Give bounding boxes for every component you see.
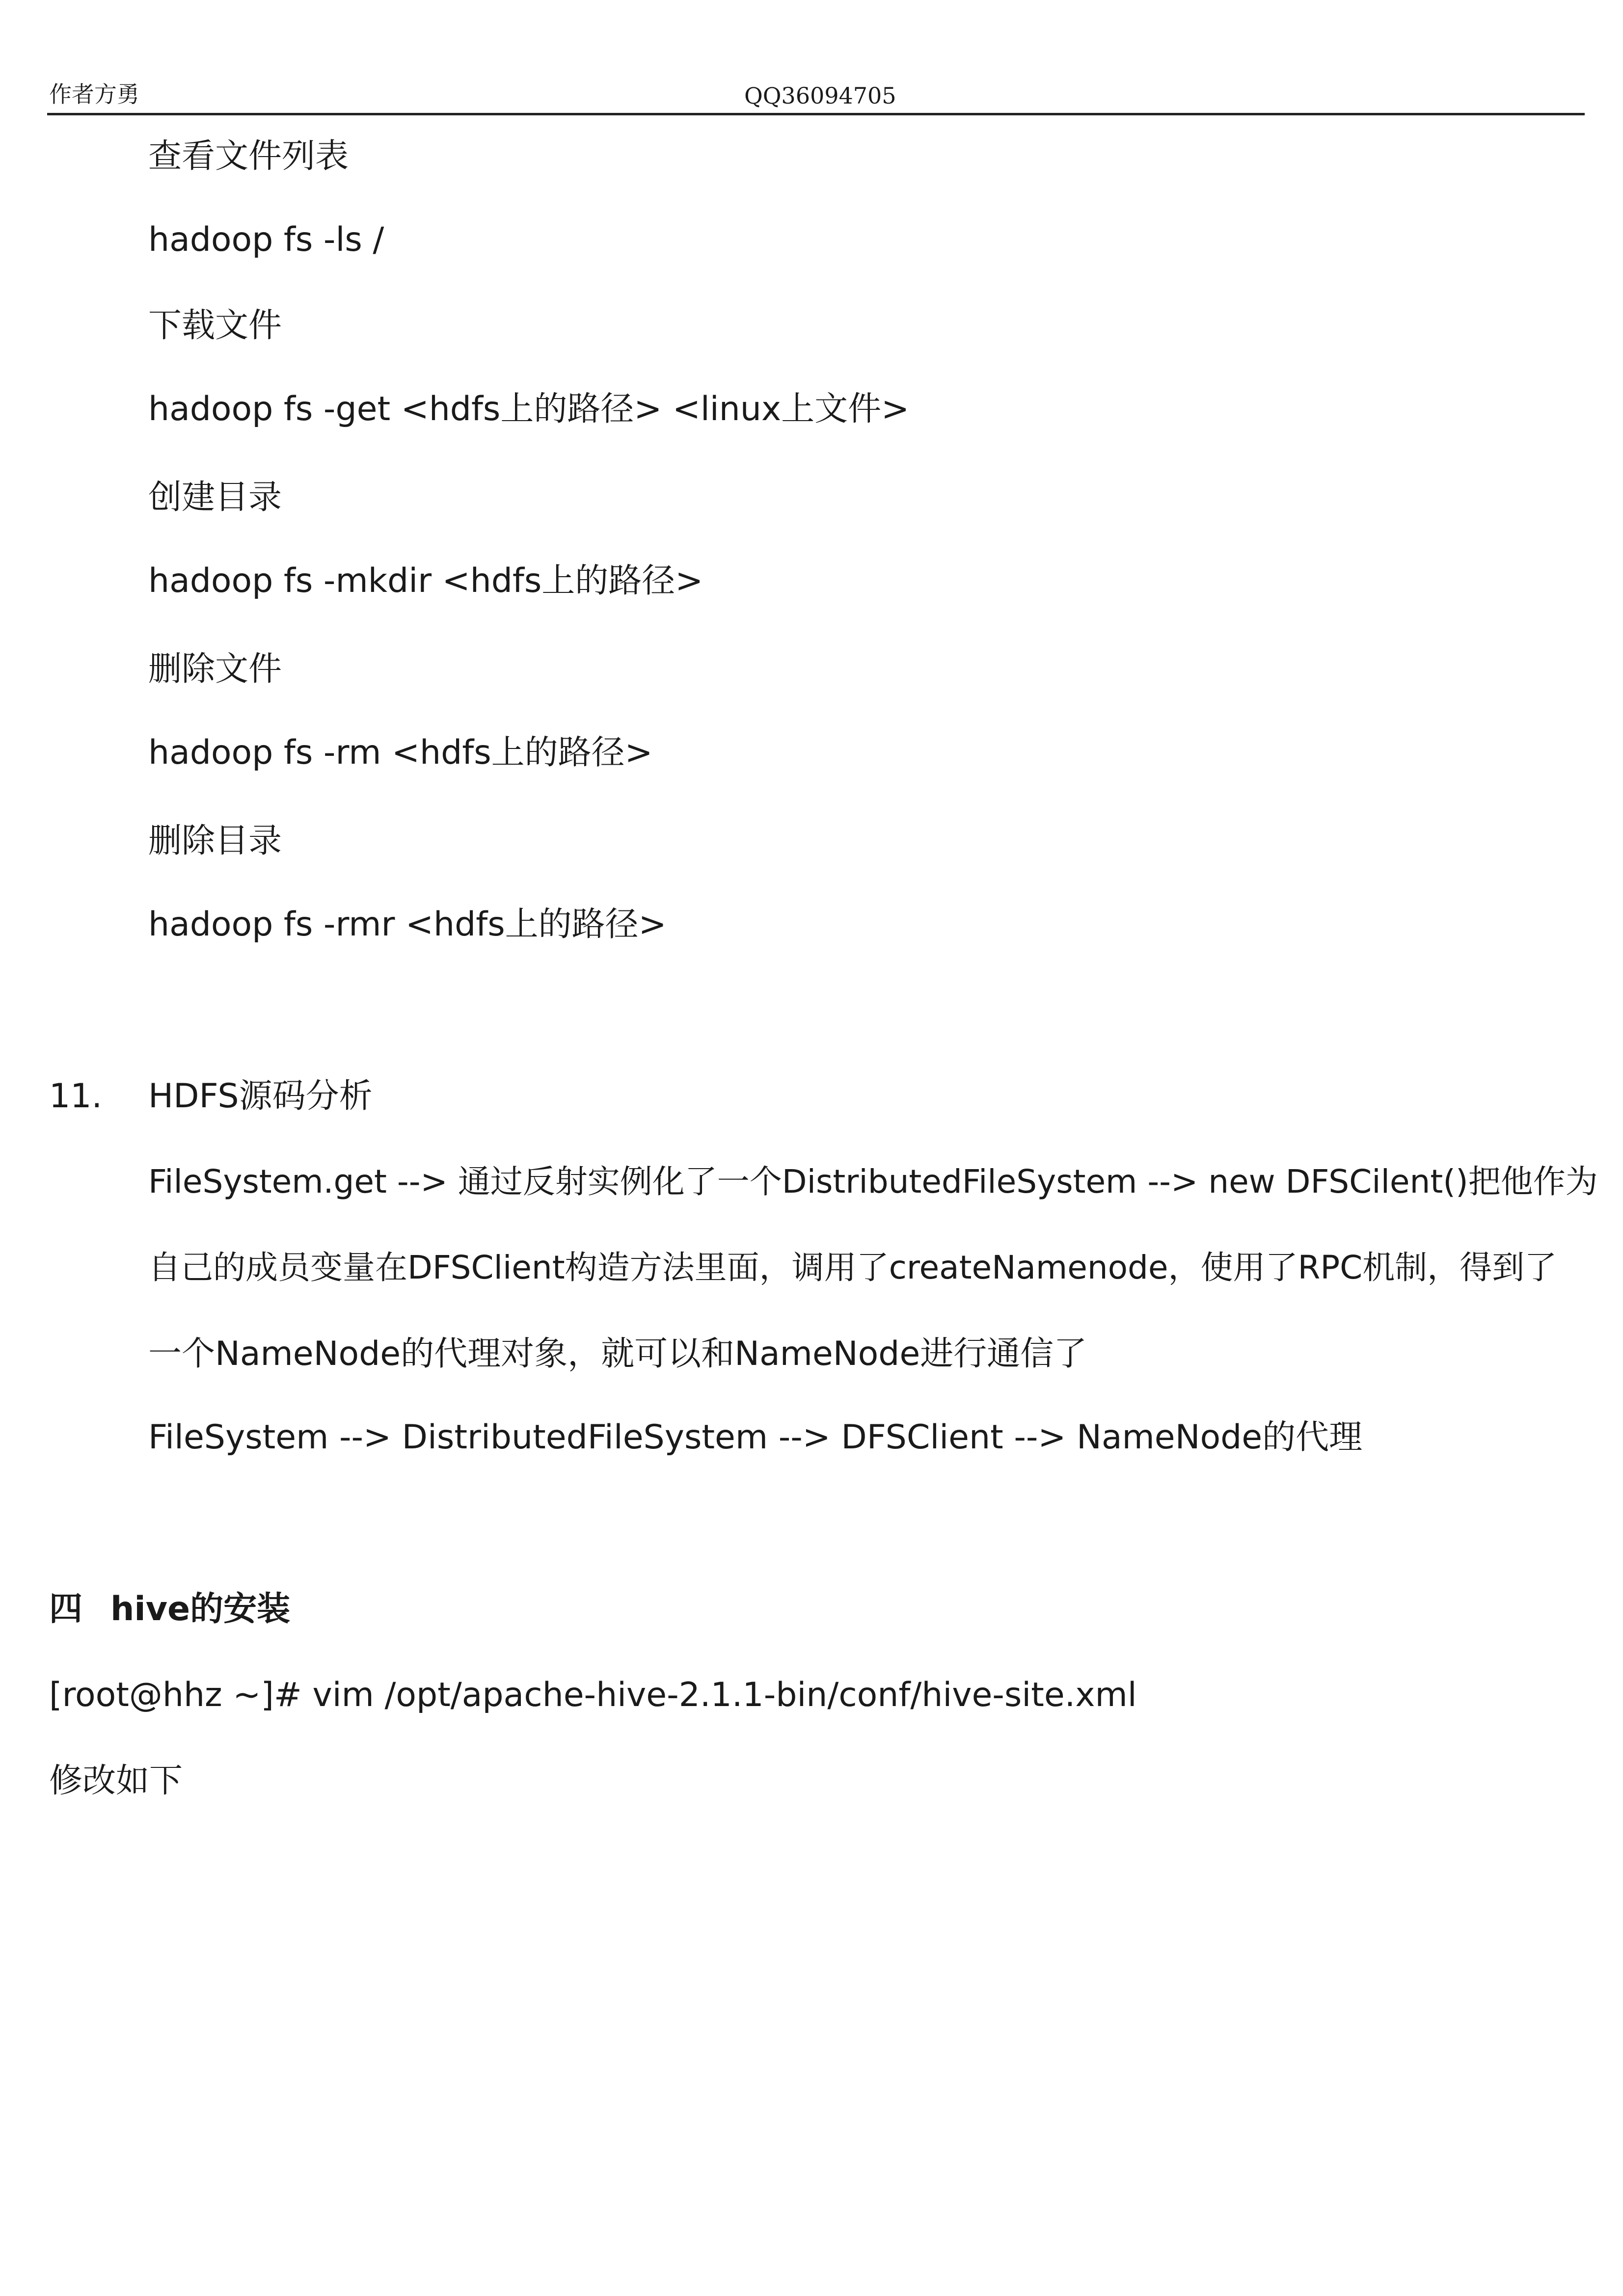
command-label: 查看文件列表 bbox=[148, 137, 349, 176]
command-text: hadoop fs -ls / bbox=[148, 220, 384, 259]
command-text: hadoop fs -rm <hdfs上的路径> bbox=[148, 733, 653, 772]
command-label: 删除目录 bbox=[148, 822, 282, 860]
header-author: 作者方勇 bbox=[49, 81, 139, 107]
page-header bbox=[47, 74, 1585, 115]
command-text: hadoop fs -rmr <hdfs上的路径> bbox=[148, 905, 667, 944]
shell-command: [root@hhz ~]# vim /opt/apache-hive-2.1.1-bin/conf/hive-site.xml bbox=[49, 1676, 1137, 1714]
command-text: hadoop fs -mkdir <hdfs上的路径> bbox=[148, 561, 703, 600]
note-text: 修改如下 bbox=[49, 1762, 183, 1800]
section-number: 四 bbox=[49, 1590, 83, 1629]
paragraph-line: 自己的成员变量在DFSClient构造方法里面，调用了createNamenode，使用了RPC机制，得到了 bbox=[148, 1249, 1557, 1286]
paragraph-line: FileSystem.get --> 通过反射实例化了一个DistributedFileSystem --> new DFSCilent()把他作为 bbox=[148, 1163, 1598, 1201]
section-heading: hive的安装 bbox=[110, 1590, 291, 1629]
command-label: 创建目录 bbox=[148, 478, 282, 517]
command-label: 下载文件 bbox=[148, 306, 282, 345]
header-qq: QQ36094705 bbox=[744, 82, 896, 109]
section-title: HDFS源码分析 bbox=[148, 1077, 373, 1116]
section-number: 11. bbox=[49, 1077, 103, 1116]
paragraph-line: 一个NameNode的代理对象，就可以和NameNode进行通信了 bbox=[148, 1335, 1087, 1373]
command-text: hadoop fs -get <hdfs上的路径> <linux上文件> bbox=[148, 390, 910, 428]
class-chain-text: FileSystem --> DistributedFileSystem --> DFSClient --> NameNode的代理 bbox=[148, 1418, 1363, 1457]
command-label: 删除文件 bbox=[148, 650, 282, 689]
